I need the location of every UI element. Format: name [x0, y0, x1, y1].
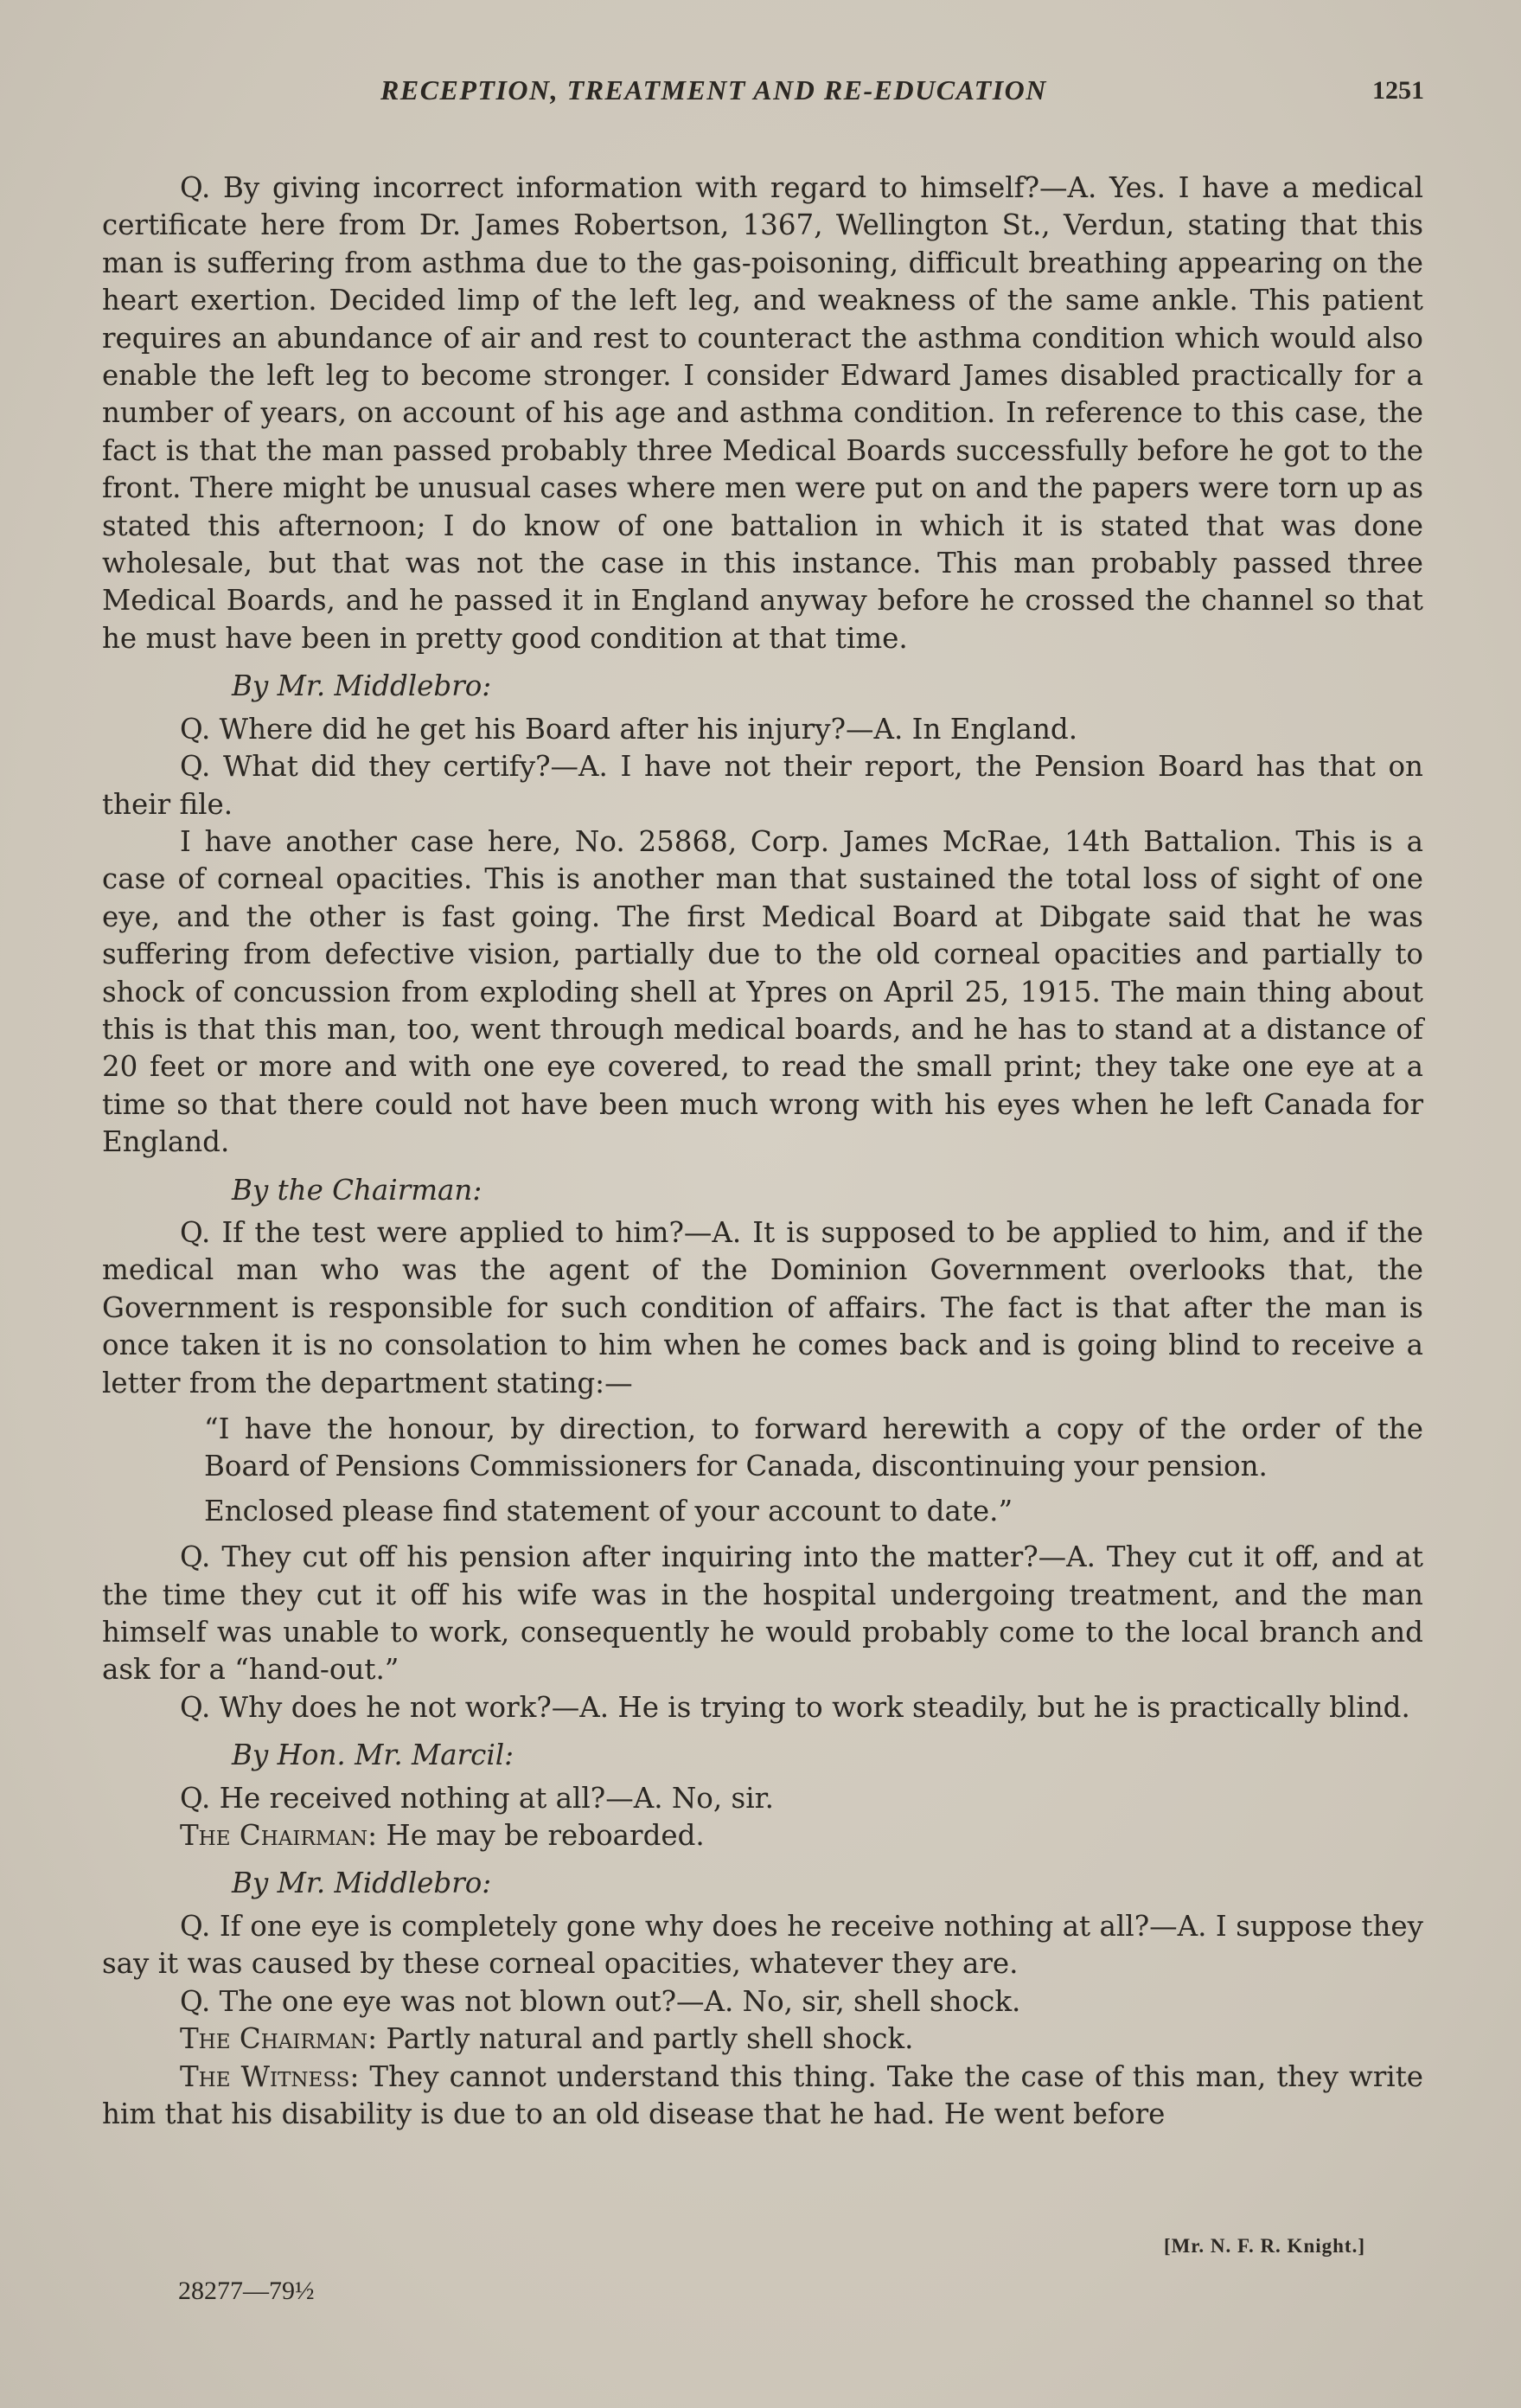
body-paragraph: Q. By giving incorrect information with regard to himself?—A. Yes. I have a medical certificate here from Dr. James Robertson, 1367, Wellington St., Verdun, stating that this man is suffering from asthma due to the gas-poisoning, difficult breathing appearing on the heart exertion. Decided limp of the left leg, and weakness of the same ankle. This patient requires an abundance of air and rest to counteract the asthma condition which would also enable the left leg to become stronger. I consider Edward James disabled practically for a number of years, on account of his age and asthma condition. In reference to this case, the fact is that the man passed probably three Medical Boards successfully before he got to the front. There might be unusual cases where men were put on and the papers were torn up as stated this afternoon; I do know of one battalion in which it is stated that was done wholesale, but that was not the case in this instance. This man probably passed three Medical Boards, and he passed it in England anyway before he crossed the channel so that he must have been in pretty good condition at that time. — [102, 171, 1423, 655]
print-code: 28277—79½ — [178, 2277, 315, 2305]
body-paragraph: Q. He received nothing at all?—A. No, sir. — [180, 1781, 774, 1815]
page-footer — [0, 2235, 1521, 2339]
body-paragraph: Q. Where did he get his Board after his injury?—A. In England. — [180, 712, 1078, 746]
speaker-heading: By Mr. Middlebro: — [232, 669, 492, 703]
body-paragraph: Q. What did they certify?—A. I have not their report, the Pension Board has that on their file. — [102, 750, 1423, 821]
speaker-heading: By the Chairman: — [232, 1173, 483, 1207]
quoted-letter: “I have the honour, by direction, to forward herewith a copy of the order of the Board of Pensions Commissioners for Canada, discontinuing your pension. — [204, 1412, 1423, 1483]
transcript-body — [102, 170, 1423, 2133]
page-header — [0, 74, 1521, 118]
body-paragraph: Q. Why does he not work?—A. He is trying to work steadily, but he is practically blind. — [180, 1690, 1410, 1724]
dialogue-paragraph — [102, 1817, 1423, 1854]
body-paragraph: Q. They cut off his pension after inquiring into the matter?—A. They cut it off, and at the time they cut it off his wife was in the hospital undergoing treatment, and the man himself was unable to work, consequently he would probably come to the local branch and ask for a “hand-out.” — [102, 1540, 1423, 1687]
quoted-letter-line: Enclosed please find statement of your account to date.” — [204, 1494, 1013, 1527]
dialogue-paragraph — [102, 2059, 1423, 2134]
dialogue-text: : He may be reboarded. — [367, 1819, 705, 1853]
page-number: 1251 — [1372, 76, 1424, 105]
body-paragraph: Q. The one eye was not blown out?—A. No, sir, shell shock. — [180, 1984, 1021, 2018]
body-paragraph: Q. If the test were applied to him?—A. It is supposed to be applied to him, and if the medical man who was the agent of the Dominion Government overlooks that, the Government is responsible for such condition of affairs. The fact is that after the man is once taken it is no consolation to him when he comes back and is going blind to receive a letter from the department stating:— — [102, 1215, 1423, 1399]
speaker-role: The Chairman — [180, 2022, 368, 2056]
body-paragraph: Q. If one eye is completely gone why does he receive nothing at all?—A. I suppose they say it was caused by these corneal opacities, whatever they are. — [102, 1909, 1423, 1981]
body-paragraph: I have another case here, No. 25868, Corp. James McRae, 14th Battalion. This is a case of corneal opacities. This is another man that sustained the total loss of sight of one eye, and the other is fast going. The first Medical Board at Dibgate said that he was suffering from defective vision, partially due to the old corneal opacities and partially to shock of concussion from exploding shell at Ypres on April 25, 1915. The main thing about this is that this man, too, went through medical boards, and he has to stand at a distance of 20 feet or more and with one eye covered, to read the small print; they take one eye at a time so that there could not have been much wrong with his eyes when he left Canada for England. — [102, 824, 1423, 1159]
dialogue-text: : Partly natural and partly shell shock. — [367, 2022, 914, 2056]
dialogue-paragraph — [102, 2021, 1423, 2058]
speaker-heading: By Hon. Mr. Marcil: — [232, 1739, 514, 1772]
speaker-role: The Chairman — [180, 1819, 368, 1853]
speaker-note: [Mr. N. F. R. Knight.] — [1163, 2235, 1365, 2257]
dialogue-text: : They cannot understand this thing. Take the case of this man, they write him that his disability is due to an old disease that he had. He went before — [102, 2059, 1423, 2130]
running-head: RECEPTION, TREATMENT AND RE-EDUCATION — [380, 74, 1047, 106]
speaker-role: The Witness — [180, 2059, 350, 2093]
speaker-heading: By Mr. Middlebro: — [232, 1867, 492, 1900]
